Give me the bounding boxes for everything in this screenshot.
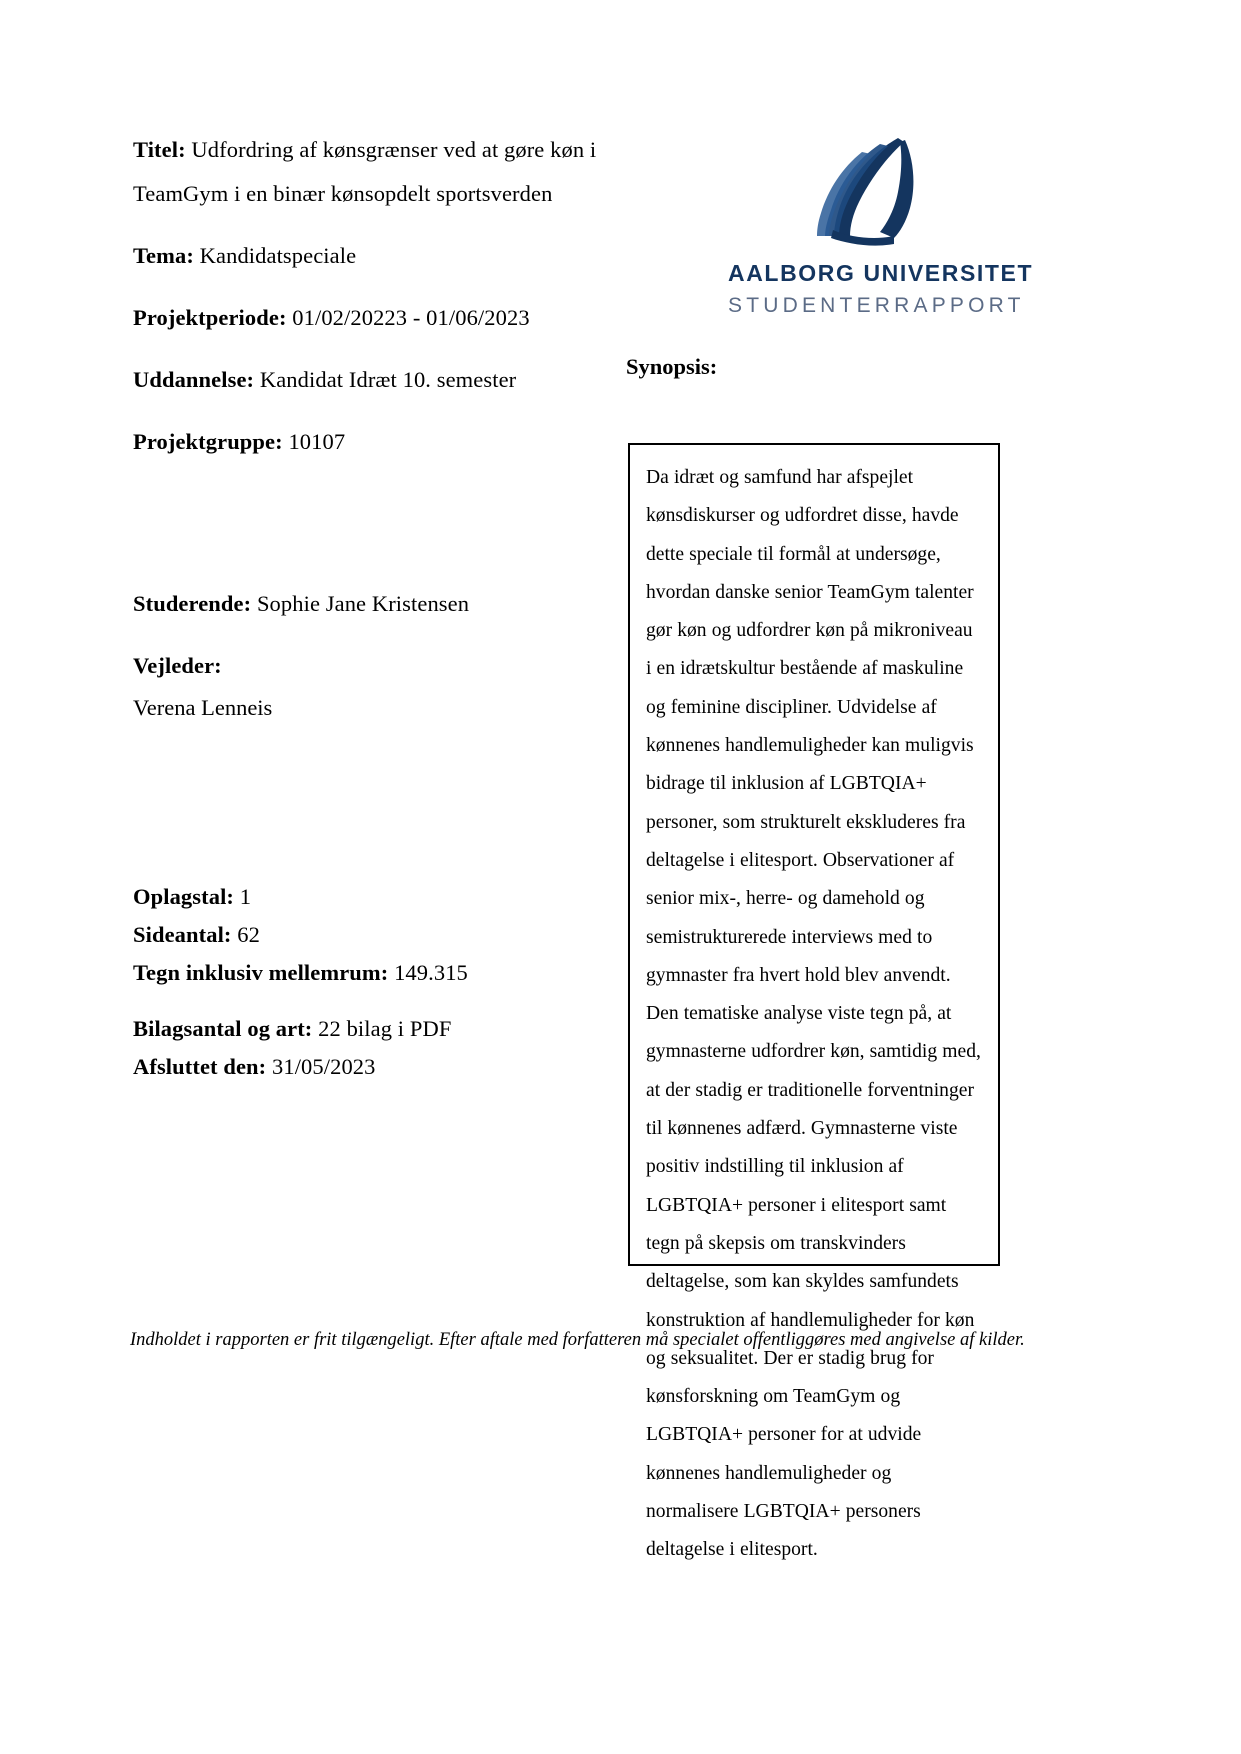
- logo-wordmark: AALBORG UNIVERSITET: [728, 260, 1034, 286]
- field-projektgruppe-key: Projektgruppe:: [133, 429, 283, 454]
- aalborg-university-logo: [728, 128, 1034, 328]
- field-uddannelse: [133, 358, 603, 402]
- field-projektperiode-value: 01/02/20223 - 01/06/2023: [292, 305, 530, 330]
- field-titel: [133, 128, 603, 216]
- spacer: [133, 278, 603, 296]
- field-tegn-inklusiv-mellemrum: [133, 954, 603, 992]
- spacer: [133, 216, 603, 234]
- spacer: [133, 728, 603, 878]
- field-afsluttet-den-key: Afsluttet den:: [133, 1054, 267, 1079]
- field-vejleder: [133, 644, 603, 688]
- aau-seal-icon: [806, 134, 931, 246]
- field-bilagsantal-og-art-key: Bilagsantal og art:: [133, 1016, 313, 1041]
- synopsis-label: Synopsis:: [626, 354, 718, 379]
- field-bilagsantal-og-art: [133, 1010, 603, 1048]
- field-projektgruppe-value: 10107: [288, 429, 346, 454]
- field-vejleder-value: Verena Lenneis: [133, 695, 273, 720]
- field-studerende-value: Sophie Jane Kristensen: [256, 591, 470, 616]
- field-sideantal: [133, 916, 603, 954]
- field-bilagsantal-og-art-value: 22 bilag i PDF: [318, 1016, 452, 1041]
- field-oplagstal-value: 1: [239, 884, 252, 909]
- spacer: [133, 464, 603, 582]
- field-sideantal-value: 62: [237, 922, 260, 947]
- field-projektgruppe: [133, 420, 603, 464]
- footer-note: Indholdet i rapporten er frit tilgængeligt. Efter aftale med forfatteren må specialet offentliggøres med angivelse af kilder.: [130, 1330, 1025, 1350]
- field-titel-key: Titel:: [133, 137, 186, 162]
- field-projektperiode-key: Projektperiode:: [133, 305, 287, 330]
- field-sideantal-key: Sideantal:: [133, 922, 232, 947]
- spacer: [133, 992, 603, 1010]
- field-tema-key: Tema:: [133, 243, 194, 268]
- field-oplagstal: [133, 878, 603, 916]
- field-uddannelse-value: Kandidat Idræt 10. semester: [259, 367, 517, 392]
- field-tegn-inklusiv-mellemrum-key: Tegn inklusiv mellemrum:: [133, 960, 389, 985]
- spacer: [133, 340, 603, 358]
- field-oplagstal-key: Oplagstal:: [133, 884, 235, 909]
- field-afsluttet-den: [133, 1048, 603, 1086]
- synopsis-box: [628, 443, 1000, 1561]
- field-tegn-inklusiv-mellemrum-value: 149.315: [394, 960, 468, 985]
- spacer: [133, 402, 603, 420]
- field-tema-value: Kandidatspeciale: [199, 243, 357, 268]
- report-metadata-column: [133, 128, 603, 1086]
- field-vejleder-key: Vejleder:: [133, 653, 222, 678]
- field-studerende-key: Studerende:: [133, 591, 252, 616]
- logo-subtitle: STUDENTERRAPPORT: [728, 294, 1025, 317]
- field-uddannelse-key: Uddannelse:: [133, 367, 255, 392]
- field-studerende: [133, 582, 603, 626]
- field-projektperiode: [133, 296, 603, 340]
- field-tema: [133, 234, 603, 278]
- synopsis-text: Da idræt og samfund har afspejlet kønsdiskurser og udfordret disse, havde dette speciale til formål at undersøge, hvordan danske senior TeamGym talenter gør køn og udfordrer køn på mikroniveau i en idrætskultur bestående af maskuline og feminine discipliner. Udvidelse af kønnenes handlemuligheder kan muligvis bidrage til inklusion af LGBTQIA+ personer, som strukturelt ekskluderes fra deltagelse i elitesport. Observationer af senior mix-, herre- og damehold og semistrukturerede interviews med to gymnaster fra hvert hold blev anvendt. Den tematiske analyse viste tegn på, at gymnasterne udfordrer køn, samtidig med, at der stadig er traditionelle forventninger til kønnenes adfærd. Gymnasterne viste positiv indstilling til inklusion af LGBTQIA+ personer i elitesport samt tegn på skepsis om transkvinders deltagelse, som kan skyldes samfundets konstruktion af handlemuligheder for køn og seksualitet. Der er stadig brug for kønsforskning om TeamGym og LGBTQIA+ personer for at udvide kønnenes handlemuligheder og normalisere LGBTQIA+ personers deltagelse i elitesport.: [646, 467, 981, 1561]
- field-afsluttet-den-value: 31/05/2023: [272, 1054, 376, 1079]
- field-titel-value: Udfordring af kønsgrænser ved at gøre køn i TeamGym i en binær kønsopdelt sportsverden: [133, 137, 597, 206]
- spacer: [133, 626, 603, 644]
